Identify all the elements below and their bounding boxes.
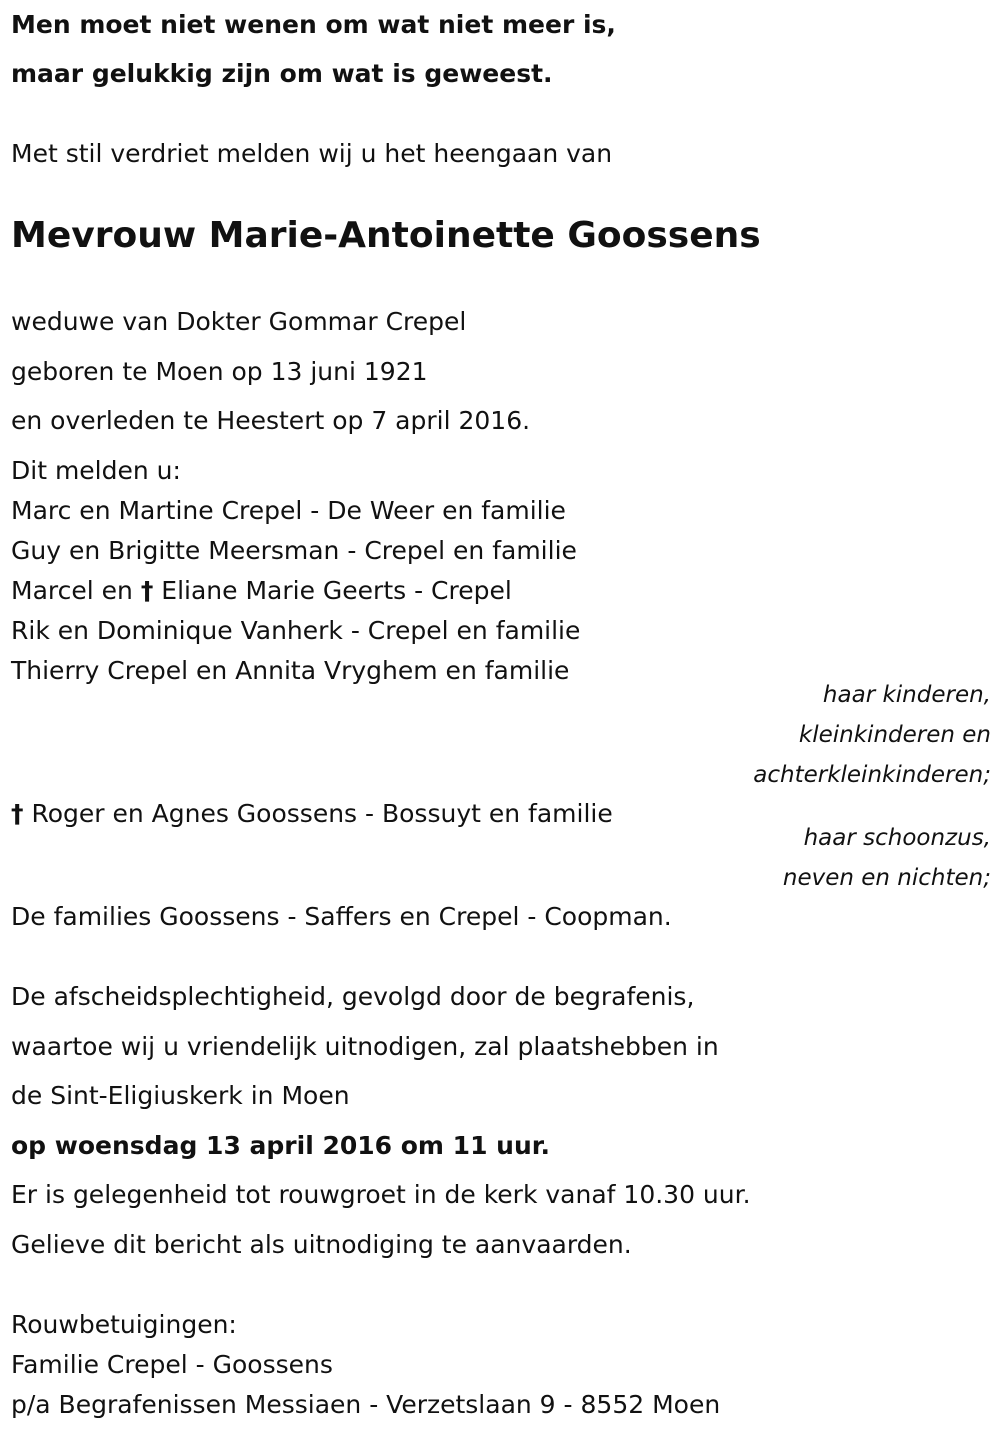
- motto-line-2: maar gelukkig zijn om wat is geweest.: [11, 59, 553, 88]
- deceased-name: Mevrouw Marie-Antoinette Goossens: [11, 215, 761, 256]
- in-law-family: [11, 799, 613, 829]
- ceremony-line-2: waartoe wij u vriendelijk uitnodigen, zal plaatshebben in: [11, 1032, 719, 1061]
- ceremony-line-3: de Sint-Eligiuskerk in Moen: [11, 1081, 350, 1110]
- child-family-5: Thierry Crepel en Annita Vryghem en familie: [11, 656, 570, 685]
- condolences-family: Familie Crepel - Goossens: [11, 1350, 333, 1379]
- marcel-prefix: Marcel en: [11, 576, 133, 605]
- died-line: en overleden te Heestert op 7 april 2016.: [11, 406, 531, 435]
- condolences-heading: Rouwbetuigingen:: [11, 1310, 237, 1339]
- children-role-3: achterkleinkinderen;: [753, 762, 991, 788]
- in-law-role-2: neven en nichten;: [782, 865, 991, 891]
- motto-line-1: Men moet niet wenen om wat niet meer is,: [11, 10, 616, 39]
- children-role-2: kleinkinderen en: [798, 722, 991, 748]
- ceremony-date: op woensdag 13 april 2016 om 11 uur.: [11, 1131, 551, 1160]
- condolences-address: p/a Begrafenissen Messiaen - Verzetslaan 9 - 8552 Moen: [11, 1390, 721, 1419]
- child-family-3: [11, 576, 512, 606]
- in-law-role-1: haar schoonzus,: [803, 825, 991, 851]
- cross-icon: †: [140, 576, 154, 605]
- marcel-rest: Eliane Marie Geerts - Crepel: [161, 576, 512, 605]
- widow-line: weduwe van Dokter Gommar Crepel: [11, 307, 467, 336]
- children-role-1: haar kinderen,: [822, 682, 991, 708]
- ceremony-line-1: De afscheidsplechtigheid, gevolgd door de begrafenis,: [11, 982, 695, 1011]
- intro-text: Met stil verdriet melden wij u het heengaan van: [11, 139, 613, 168]
- child-family-2: Guy en Brigitte Meersman - Crepel en familie: [11, 536, 577, 565]
- cross-icon: †: [11, 799, 24, 828]
- condolence-time: Er is gelegenheid tot rouwgroet in de kerk vanaf 10.30 uur.: [11, 1180, 751, 1209]
- families-line: De families Goossens - Saffers en Crepel - Coopman.: [11, 902, 672, 931]
- invitation-note: Gelieve dit bericht als uitnodiging te aanvaarden.: [11, 1230, 632, 1259]
- announcers-heading: Dit melden u:: [11, 456, 181, 485]
- born-line: geboren te Moen op 13 juni 1921: [11, 357, 428, 386]
- child-family-1: Marc en Martine Crepel - De Weer en familie: [11, 496, 566, 525]
- child-family-4: Rik en Dominique Vanherk - Crepel en familie: [11, 616, 581, 645]
- in-law-text: Roger en Agnes Goossens - Bossuyt en familie: [31, 799, 613, 828]
